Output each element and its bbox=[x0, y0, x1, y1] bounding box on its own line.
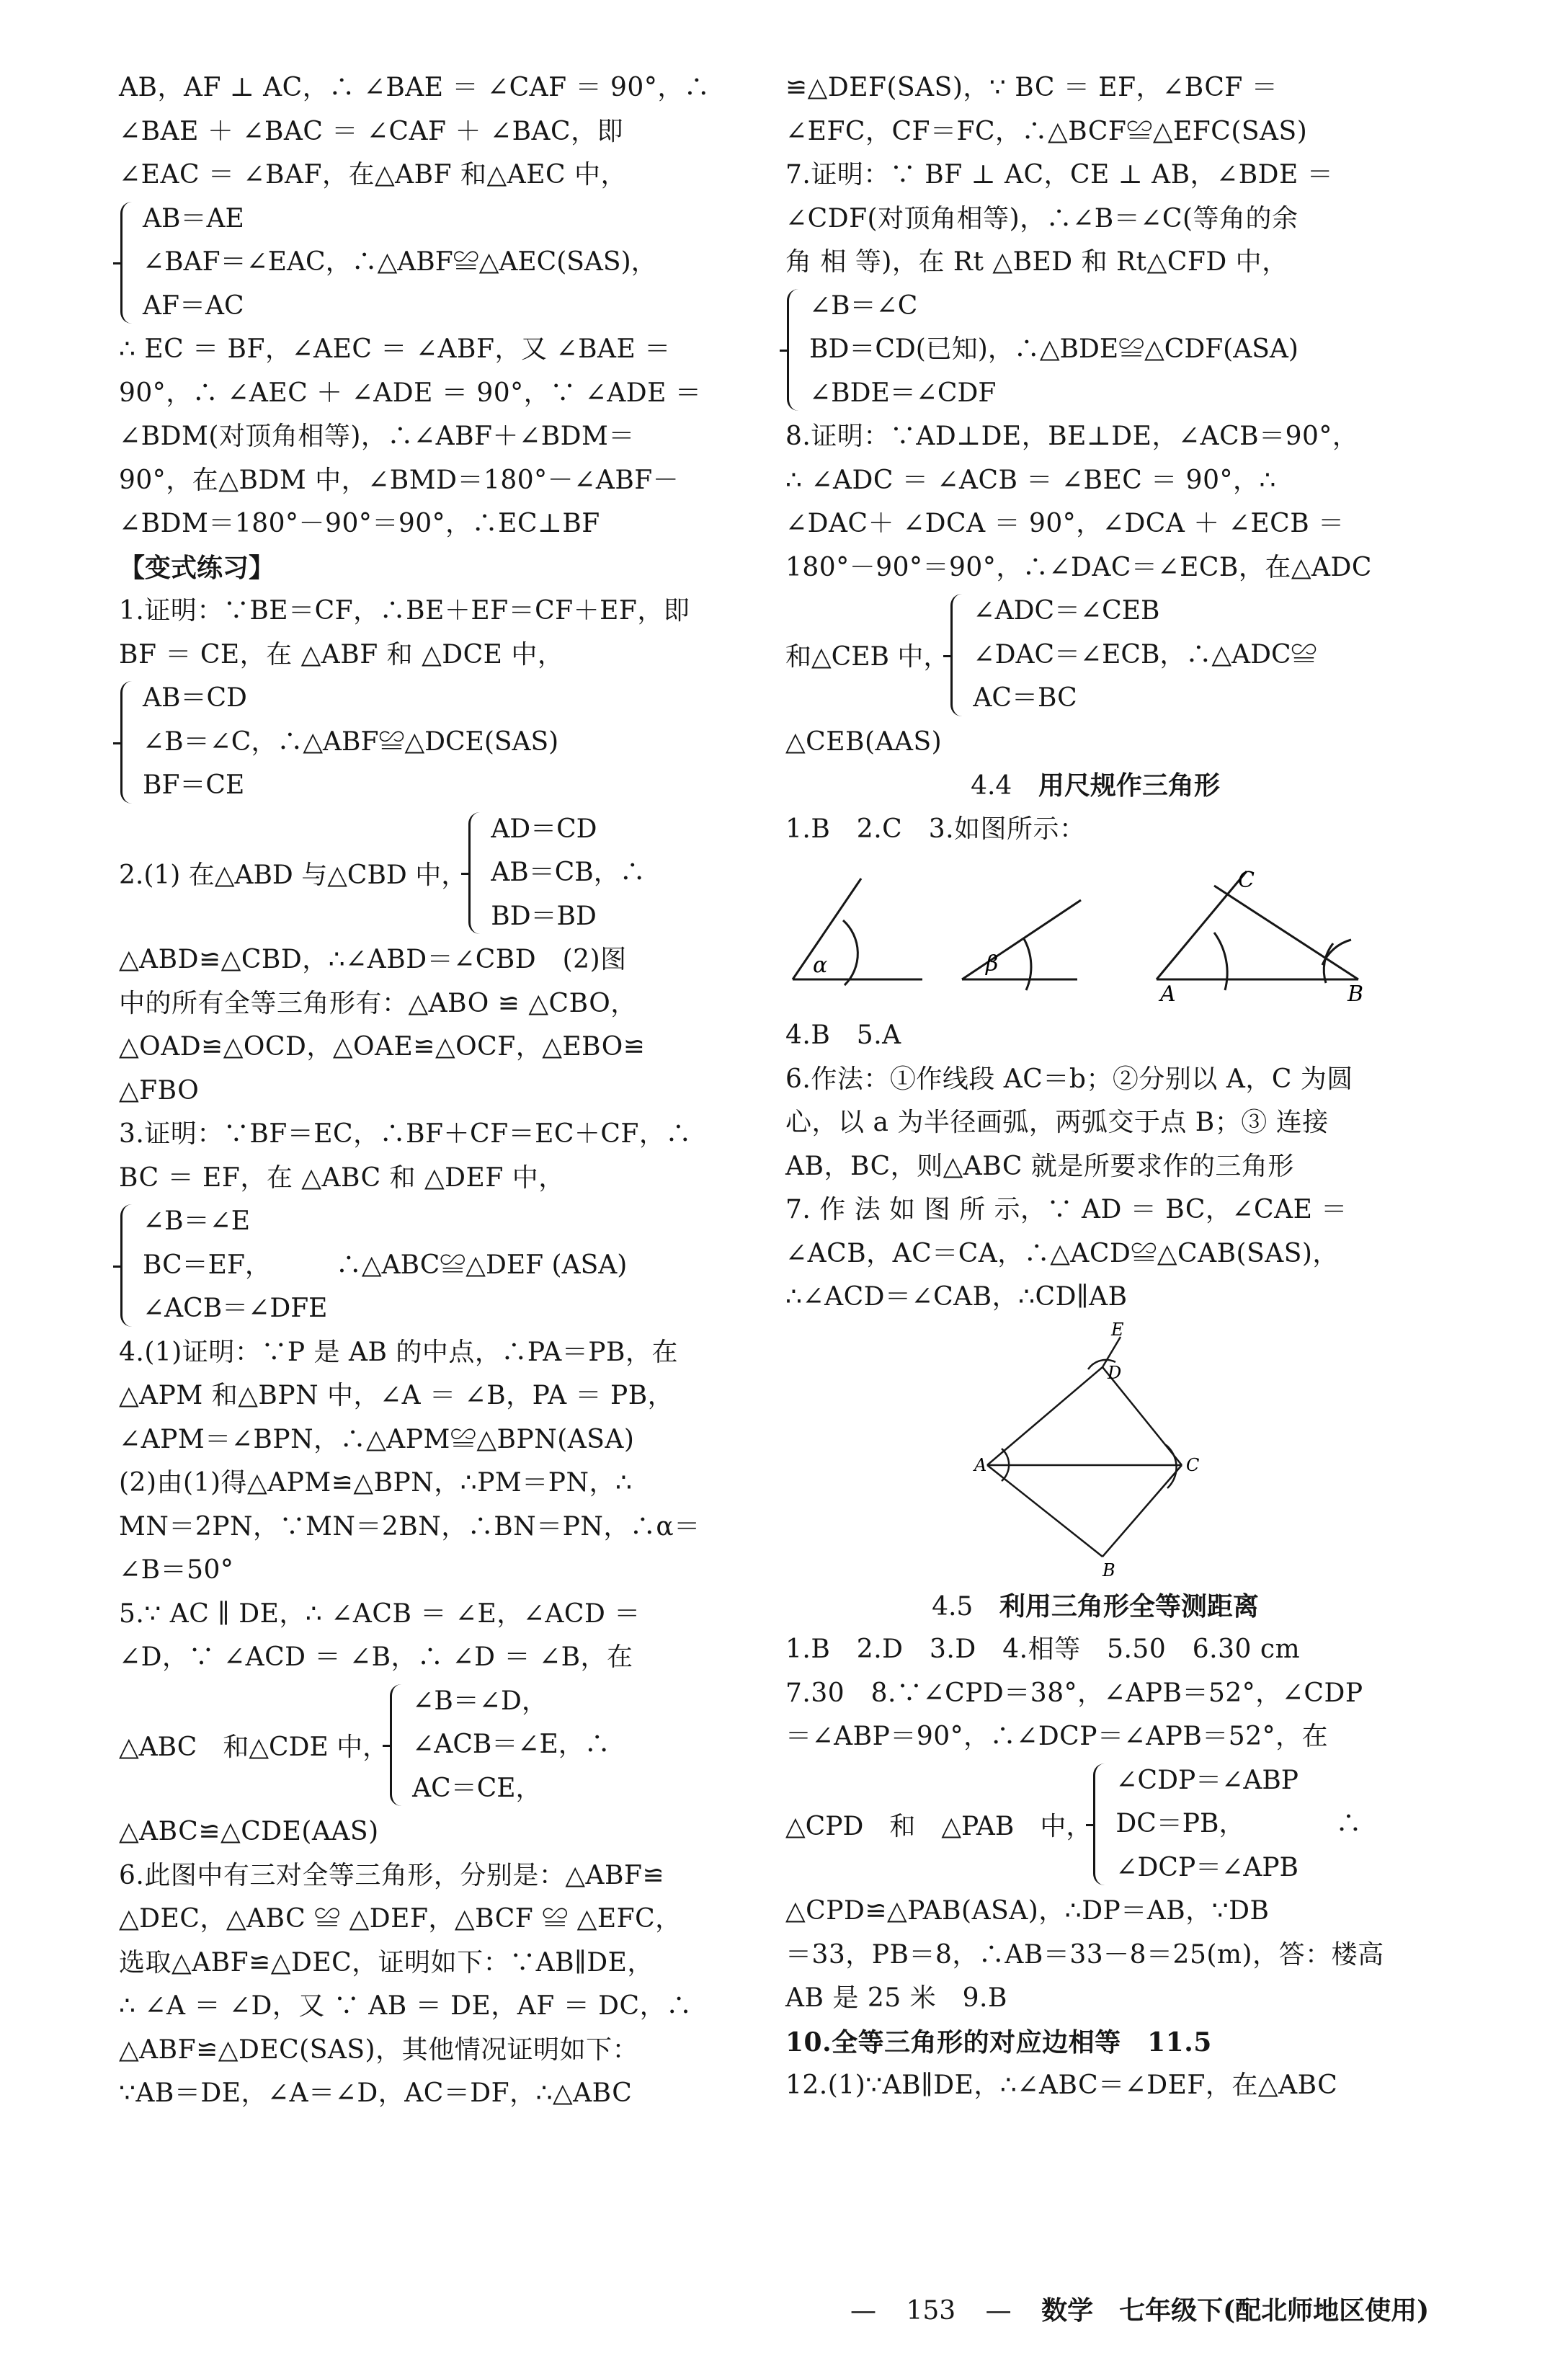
text-line: ≌△DEF(SAS)，∵ BC ＝ EF，∠BCF ＝ bbox=[785, 73, 1278, 102]
text-line: 1.B 2.C 3.如图所示： bbox=[785, 814, 1086, 844]
equation-system bbox=[119, 808, 739, 939]
system-line: BC＝EF， ∴△ABC≌△DEF (ASA) bbox=[143, 1250, 628, 1280]
text-line: ∴ ∠A ＝ ∠D，又 ∵ AB ＝ DE，AF ＝ DC，∴ bbox=[119, 1991, 692, 2021]
system-line: ∠BDE＝∠CDF bbox=[809, 378, 997, 408]
system-line: AD＝CD bbox=[491, 814, 597, 844]
system-prefix: 2.(1) 在△ABD 与△CBD 中， bbox=[119, 860, 468, 890]
text-line: ∠B＝50° bbox=[119, 1555, 234, 1585]
equation-system bbox=[785, 590, 1405, 721]
text-line: 10.全等三角形的对应边相等 11.5 bbox=[785, 2027, 1212, 2058]
text-line: ＝∠ABP＝90°，∴∠DCP＝∠APB＝52°，在 bbox=[785, 1722, 1329, 1751]
angle-alpha-figure bbox=[793, 879, 922, 985]
text-line: 1.B 2.D 3.D 4.相等 5.50 6.30 cm bbox=[785, 1634, 1301, 1664]
text-line: △ABD≌△CBD，∴∠ABD＝∠CBD (2)图 bbox=[119, 945, 627, 974]
text-line: ∠APM＝∠BPN，∴△APM≌△BPN(ASA) bbox=[119, 1424, 635, 1454]
text-line: ∠DAC＋ ∠DCA ＝ 90°，∠DCA ＋ ∠ECB ＝ bbox=[785, 509, 1345, 538]
text-line: MN＝2PN，∵MN＝2BN，∴BN＝PN，∴α＝ bbox=[119, 1511, 700, 1542]
text-line: 7.证明：∵ BF ⊥ AC，CE ⊥ AB，∠BDE ＝ bbox=[785, 160, 1334, 190]
text-line: ∠EAC ＝ ∠BAF，在△ABF 和△AEC 中， bbox=[119, 160, 627, 190]
text-line: AB，AF ⊥ AC，∴ ∠BAE ＝ ∠CAF ＝ 90°，∴ bbox=[119, 73, 710, 102]
text-line: 角 相 等)，在 Rt △BED 和 Rt△CFD 中， bbox=[785, 247, 1288, 277]
text-line: 90°，在△BDM 中，∠BMD＝180°－∠ABF－ bbox=[119, 465, 680, 495]
subject-label: 数学 七年级下(配北师地区使用) bbox=[1041, 2295, 1430, 2326]
text-line: 7.30 8.∵∠CPD＝38°，∠APB＝52°，∠CDP bbox=[785, 1678, 1363, 1708]
text-line: ∠BAE ＋ ∠BAC ＝ ∠CAF ＋ ∠BAC，即 bbox=[119, 116, 624, 146]
brace bbox=[787, 289, 805, 412]
system-prefix: 和△CEB 中， bbox=[785, 642, 950, 672]
construction-svg bbox=[785, 857, 1405, 1008]
section-heading-4-4 bbox=[785, 764, 1405, 808]
construction-figure bbox=[785, 857, 1405, 1008]
brace bbox=[120, 202, 138, 324]
system-line: ∠DAC＝∠ECB，∴△ADC≌ bbox=[973, 639, 1317, 670]
system-line: BD＝BD bbox=[491, 901, 597, 931]
text-line: △DEC，△ABC ≌ △DEF，△BCF ≌ △EFC， bbox=[119, 1904, 682, 1934]
quadrilateral-figure bbox=[785, 1322, 1405, 1582]
beta-label: β bbox=[986, 951, 999, 977]
section-number: 4.4 bbox=[971, 771, 1012, 801]
text-line: ∠BDM(对顶角相等)，∴∠ABF＋∠BDM＝ bbox=[119, 422, 635, 451]
text-line: ∴ ∠ADC ＝ ∠ACB ＝ ∠BEC ＝ 90°，∴ bbox=[785, 465, 1276, 495]
text-line: ∠CDF(对顶角相等)，∴∠B＝∠C(等角的余 bbox=[785, 203, 1298, 233]
section-heading: 【变式练习】 bbox=[119, 552, 275, 583]
point-b-label: B bbox=[1102, 1560, 1115, 1580]
text-line: ＝33，PB＝8，∴AB＝33－8＝25(m)，答：楼高 bbox=[785, 1939, 1384, 1970]
text-line: (2)由(1)得△APM≌△BPN，∴PM＝PN，∴ bbox=[119, 1468, 633, 1498]
text-line: 6.此图中有三对全等三角形，分别是：△ABF≌ bbox=[119, 1860, 665, 1890]
equation-system bbox=[119, 197, 739, 329]
text-line: 6.作法：①作线段 AC＝b；②分别以 A，C 为圆 bbox=[785, 1064, 1353, 1094]
text-line: 1.证明：∵BE＝CF，∴BE＋EF＝CF＋EF，即 bbox=[119, 596, 690, 626]
system-line: ∠ACB＝∠E，∴ bbox=[412, 1730, 610, 1759]
section-title: 用尺规作三角形 bbox=[1038, 770, 1220, 801]
vertex-a-label: A bbox=[1160, 982, 1176, 1007]
equation-system bbox=[785, 285, 1405, 416]
equation-system bbox=[119, 1200, 739, 1331]
equation-system bbox=[785, 1759, 1405, 1890]
text-line: ∴ EC ＝ BF，∠AEC ＝ ∠ABF，又 ∠BAE ＝ bbox=[119, 334, 671, 364]
system-line: ∠DCP＝∠APB bbox=[1115, 1852, 1299, 1882]
text-line: △APM 和△BPN 中，∠A ＝ ∠B，PA ＝ PB， bbox=[119, 1381, 674, 1410]
text-line: ∠BDM＝180°－90°＝90°，∴EC⊥BF bbox=[119, 509, 600, 538]
system-line: AC＝BC bbox=[973, 683, 1077, 713]
text-line: △ABF≌△DEC(SAS)，其他情况证明如下： bbox=[119, 2034, 639, 2065]
text-line: 4.(1)证明：∵P 是 AB 的中点，∴PA＝PB，在 bbox=[119, 1337, 678, 1367]
vertex-c-label: C bbox=[1238, 868, 1255, 893]
brace bbox=[120, 1204, 138, 1327]
system-line: ∠B＝∠C bbox=[809, 290, 918, 321]
text-line: BF ＝ CE，在 △ABF 和 △DCE 中， bbox=[119, 639, 564, 670]
quadrilateral-svg bbox=[785, 1322, 1405, 1582]
angle-beta-figure bbox=[962, 900, 1081, 990]
section-title: 利用三角形全等测距离 bbox=[999, 1591, 1259, 1622]
brace bbox=[1093, 1763, 1111, 1886]
system-line: AC＝CE， bbox=[412, 1773, 542, 1803]
text-line: 180°－90°＝90°，∴∠DAC＝∠ECB，在△ADC bbox=[785, 552, 1372, 582]
text-line: AB，BC，则△ABC 就是所要求作的三角形 bbox=[785, 1151, 1294, 1181]
system-line: BF＝CE bbox=[143, 770, 245, 800]
system-line: AB＝CD bbox=[143, 683, 247, 713]
section-number: 4.5 bbox=[932, 1591, 974, 1622]
system-line: ∠CDP＝∠ABP bbox=[1115, 1765, 1299, 1795]
system-line: ∠B＝∠E bbox=[143, 1206, 251, 1236]
text-line: 7. 作 法 如 图 所 示，∵ AD ＝ BC，∠CAE ＝ bbox=[785, 1195, 1348, 1224]
system-line: DC＝PB， ∴ bbox=[1115, 1809, 1362, 1838]
triangle-abc-figure bbox=[1157, 871, 1358, 990]
brace bbox=[950, 594, 968, 716]
section-heading-4-5 bbox=[785, 1585, 1405, 1629]
text-line: ∵AB＝DE，∠A＝∠D，AC＝DF，∴△ABC bbox=[119, 2078, 633, 2108]
system-line: AB＝CB，∴ bbox=[491, 858, 646, 887]
equation-system bbox=[119, 1680, 739, 1811]
system-line: AF＝AC bbox=[143, 290, 244, 321]
page-footer bbox=[850, 2290, 1429, 2327]
brace bbox=[120, 681, 138, 804]
equation-system bbox=[119, 677, 739, 808]
text-line: 选取△ABF≌△DEC，证明如下：∵AB∥DE， bbox=[119, 1947, 654, 1978]
text-line: △CPD≌△PAB(ASA)，∴DP＝AB，∵DB bbox=[785, 1896, 1270, 1926]
text-line: AB 是 25 米 9.B bbox=[785, 1983, 1007, 2013]
text-line: ∠D，∵ ∠ACD ＝ ∠B，∴ ∠D ＝ ∠B，在 bbox=[119, 1642, 633, 1672]
text-line: 12.(1)∵AB∥DE，∴∠ABC＝∠DEF，在△ABC bbox=[785, 2070, 1338, 2100]
quadrilateral-lines bbox=[987, 1337, 1182, 1557]
text-line: △OAD≌△OCD，△OAE≌△OCF，△EBO≌ bbox=[119, 1032, 646, 1062]
system-line: ∠BAF＝∠EAC，∴△ABF≌△AEC(SAS)， bbox=[143, 247, 657, 277]
system-line: ∠B＝∠C，∴△ABF≌△DCE(SAS) bbox=[143, 726, 559, 757]
page-number: 153 bbox=[906, 2296, 956, 2326]
point-d-label: D bbox=[1108, 1362, 1122, 1383]
brace bbox=[390, 1684, 408, 1807]
system-line: ∠ACB＝∠DFE bbox=[143, 1294, 328, 1323]
text-line: 心，以 a 为半径画弧，两弧交于点 B；③ 连接 bbox=[785, 1108, 1329, 1137]
text-line: 90°，∴ ∠AEC ＋ ∠ADE ＝ 90°，∵ ∠ADE ＝ bbox=[119, 378, 702, 408]
point-a-label: A bbox=[974, 1454, 987, 1475]
text-line: △ABC≌△CDE(AAS) bbox=[119, 1817, 379, 1846]
text-line: 4.B 5.A bbox=[785, 1020, 901, 1050]
text-line: ∠EFC，CF＝FC，∴△BCF≌△EFC(SAS) bbox=[785, 116, 1308, 146]
system-line: ∠ADC＝∠CEB bbox=[973, 596, 1160, 626]
vertex-b-label: B bbox=[1348, 982, 1364, 1007]
alpha-label: α bbox=[813, 953, 828, 978]
system-line: ∠B＝∠D， bbox=[412, 1686, 548, 1716]
footer-dash: — bbox=[985, 2296, 1012, 2326]
text-line: 5.∵ AC ∥ DE，∴ ∠ACB ＝ ∠E，∠ACD ＝ bbox=[119, 1598, 641, 1629]
footer-dash: — bbox=[850, 2296, 876, 2326]
right-column bbox=[785, 66, 1405, 2108]
system-line: AB＝AE bbox=[143, 203, 244, 233]
text-line: 8.证明：∵AD⊥DE，BE⊥DE，∠ACB＝90°， bbox=[785, 422, 1359, 451]
left-column bbox=[119, 66, 739, 2116]
system-prefix: △CPD 和 △PAB 中， bbox=[785, 1811, 1092, 1841]
text-line: BC ＝ EF，在 △ABC 和 △DEF 中， bbox=[119, 1162, 565, 1193]
brace bbox=[468, 812, 486, 935]
text-line: △CEB(AAS) bbox=[785, 726, 943, 757]
text-line: ∠ACB，AC＝CA，∴△ACD≌△CAB(SAS)， bbox=[785, 1238, 1339, 1268]
point-c-label: C bbox=[1186, 1454, 1200, 1475]
system-prefix: △ABC 和△CDE 中， bbox=[119, 1732, 389, 1762]
point-e-label: E bbox=[1111, 1322, 1124, 1340]
text-line: △FBO bbox=[119, 1075, 200, 1106]
text-line: ∴∠ACD＝∠CAB，∴CD∥AB bbox=[785, 1282, 1128, 1312]
text-line: 3.证明：∵BF＝EC，∴BF＋CF＝EC＋CF，∴ bbox=[119, 1119, 692, 1149]
system-line: BD＝CD(已知)，∴△BDE≌△CDF(ASA) bbox=[809, 334, 1298, 364]
text-line: 中的所有全等三角形有：△ABO ≌ △CBO， bbox=[119, 988, 637, 1018]
